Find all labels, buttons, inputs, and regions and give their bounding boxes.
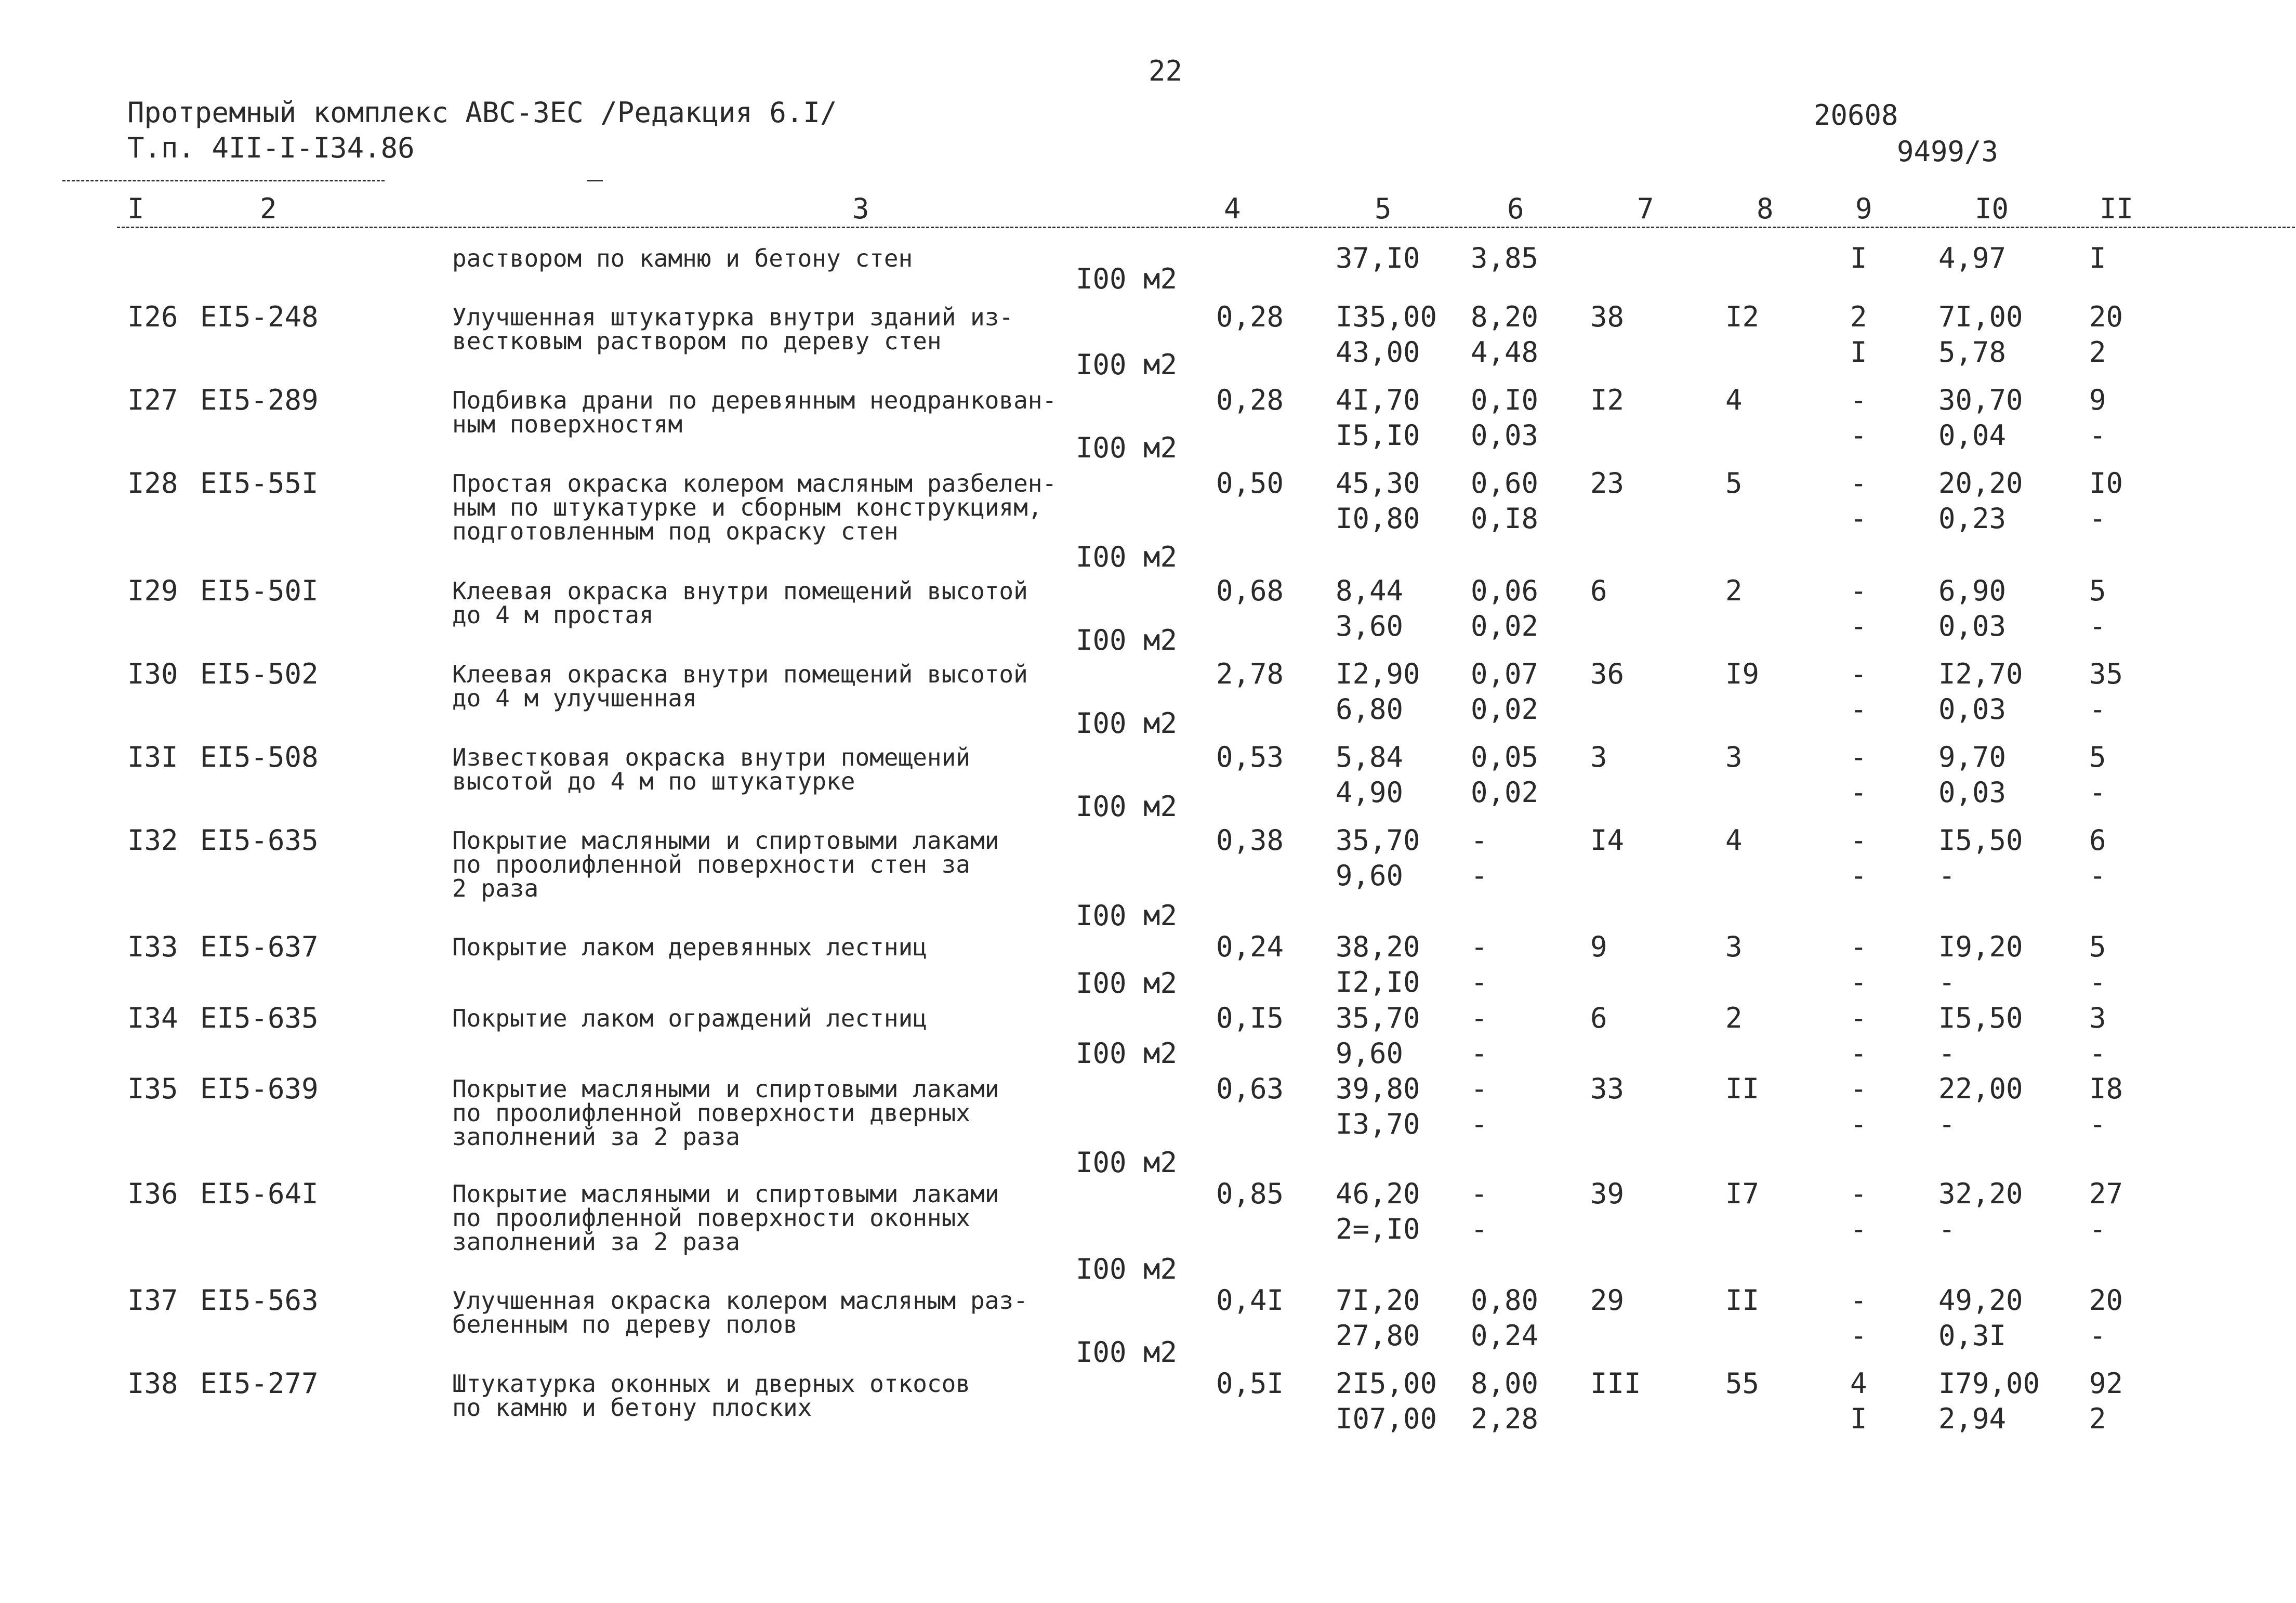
total-cell: 22,00	[1938, 1072, 2023, 1105]
total-cell: 0,3I	[1938, 1319, 2007, 1352]
total-cell: 4	[1725, 384, 1743, 416]
total-cell: I	[1850, 1402, 1867, 1435]
total-cell: 49,20	[1938, 1284, 2023, 1317]
total-cell: 2	[1725, 1002, 1743, 1034]
total-cell: I	[1850, 336, 1867, 369]
total-cell: -	[1850, 741, 1867, 773]
norm-code: EI5-50I	[200, 574, 319, 607]
total-cell: -	[2089, 1213, 2106, 1245]
work-description: Улучшенная окраска колером масляным раз-	[452, 1286, 1028, 1315]
unit-of-measure: I00 м2	[1076, 1037, 1178, 1070]
quantity-cell: 0,I5	[1216, 1002, 1284, 1034]
work-description: беленным по дереву полов	[452, 1310, 798, 1338]
unit-of-measure: I00 м2	[1076, 1336, 1178, 1369]
cost-cell: 35,70	[1336, 824, 1420, 857]
total-cell: -	[2089, 610, 2106, 642]
norm-code: EI5-639	[200, 1072, 319, 1105]
quantity-cell: 0,68	[1216, 574, 1284, 607]
total-cell: -	[1850, 1213, 1867, 1245]
quantity-cell: 0,50	[1216, 467, 1284, 500]
header-rule	[62, 180, 385, 181]
total-cell: 7I,00	[1938, 300, 2023, 333]
total-cell: -	[2089, 1108, 2106, 1140]
total-cell: III	[1590, 1367, 1641, 1400]
total-cell: 20,20	[1938, 467, 2023, 500]
work-description: до 4 м простая	[452, 601, 654, 629]
work-description: высотой до 4 м по штукатурке	[452, 767, 855, 795]
work-description: Покрытие масляными и спиртовыми лаками	[452, 1075, 999, 1103]
total-cell: 9,70	[1938, 741, 2007, 773]
quantity-cell: 0,24	[1216, 930, 1284, 963]
row-number: I32	[127, 824, 178, 857]
total-cell: 5,78	[1938, 336, 2007, 369]
total-cell: 6,90	[1938, 574, 2007, 607]
norm-code: EI5-637	[200, 930, 319, 963]
cost-cell: 0,02	[1471, 610, 1539, 642]
cost-cell: 0,05	[1471, 741, 1539, 773]
quantity-cell: 0,53	[1216, 741, 1284, 773]
cost-cell: 3,60	[1336, 610, 1404, 642]
total-cell: 55	[1725, 1367, 1760, 1400]
total-cell: -	[1850, 966, 1867, 998]
total-cell: 20	[2089, 1284, 2123, 1317]
total-cell: 3	[1590, 741, 1607, 773]
work-description: подготовленным под окраску стен	[452, 517, 899, 545]
column-header-6: 6	[1507, 192, 1524, 225]
row-number: I26	[127, 300, 178, 333]
total-cell: 30,70	[1938, 384, 2023, 416]
total-cell: II	[1725, 1072, 1760, 1105]
cost-cell: 4,90	[1336, 776, 1404, 809]
work-description: 2 раза	[452, 874, 539, 902]
cost-cell: 35,70	[1336, 1002, 1420, 1034]
cost-cell: 0,02	[1471, 776, 1539, 809]
work-description: по проолифленной поверхности стен за	[452, 850, 970, 878]
column-header-7: 7	[1637, 192, 1654, 225]
total-cell: 2	[1725, 574, 1743, 607]
cost-cell: 0,07	[1471, 658, 1539, 690]
total-cell: I79,00	[1938, 1367, 2040, 1400]
norm-code: EI5-289	[200, 384, 319, 416]
total-cell: 23	[1590, 467, 1625, 500]
total-cell: 4,97	[1938, 242, 2007, 274]
work-description: раствором по камню и бетону стен	[452, 244, 913, 272]
total-cell: 32,20	[1938, 1177, 2023, 1210]
cost-cell: 37,I0	[1336, 242, 1420, 274]
quantity-cell: 0,38	[1216, 824, 1284, 857]
header-rule-short	[587, 180, 603, 181]
quantity-cell: 0,85	[1216, 1177, 1284, 1210]
norm-code: EI5-248	[200, 300, 319, 333]
column-header-3: 3	[852, 192, 869, 225]
quantity-cell: 0,4I	[1216, 1284, 1284, 1317]
total-cell: 6	[2089, 824, 2106, 857]
total-cell: 2	[2089, 1402, 2106, 1435]
unit-of-measure: I00 м2	[1076, 1146, 1178, 1179]
total-cell: 5	[2089, 574, 2106, 607]
column-header-9: 9	[1855, 192, 1872, 225]
cost-cell: -	[1471, 824, 1488, 857]
norm-code: EI5-563	[200, 1284, 319, 1317]
unit-of-measure: I00 м2	[1076, 1253, 1178, 1285]
cost-cell: 43,00	[1336, 336, 1420, 369]
total-cell: -	[1850, 574, 1867, 607]
total-cell: -	[2089, 502, 2106, 535]
cost-cell: I07,00	[1336, 1402, 1437, 1435]
work-description: Клеевая окраска внутри помещений высотой	[452, 577, 1028, 605]
unit-of-measure: I00 м2	[1076, 899, 1178, 932]
total-cell: I7	[1725, 1177, 1760, 1210]
norm-code: EI5-55I	[200, 467, 319, 500]
total-cell: -	[1938, 1037, 1956, 1070]
cost-cell: I3,70	[1336, 1108, 1420, 1140]
total-cell: -	[1850, 467, 1867, 500]
document-reference: 9499/3	[1897, 135, 1999, 168]
total-cell: 0,23	[1938, 502, 2007, 535]
cost-cell: 7I,20	[1336, 1284, 1420, 1317]
total-cell: I2,70	[1938, 658, 2023, 690]
cost-cell: I35,00	[1336, 300, 1437, 333]
total-cell: II	[1725, 1284, 1760, 1317]
total-cell: 4	[1725, 824, 1743, 857]
total-cell: 2	[2089, 336, 2106, 369]
work-description: по проолифленной поверхности оконных	[452, 1204, 970, 1232]
total-cell: -	[1938, 1213, 1956, 1245]
unit-of-measure: I00 м2	[1076, 541, 1178, 573]
total-cell: 0,03	[1938, 776, 2007, 809]
norm-code: EI5-508	[200, 741, 319, 773]
cost-cell: 9,60	[1336, 1037, 1404, 1070]
cost-cell: I5,I0	[1336, 419, 1420, 452]
work-description: Клеевая окраска внутри помещений высотой	[452, 660, 1028, 688]
total-cell: -	[1938, 859, 1956, 892]
cost-cell: 0,02	[1471, 693, 1539, 726]
row-number: I34	[127, 1002, 178, 1034]
total-cell: -	[1850, 1002, 1867, 1034]
row-number: I33	[127, 930, 178, 963]
cost-cell: -	[1471, 1037, 1488, 1070]
unit-of-measure: I00 м2	[1076, 624, 1178, 656]
cost-cell: 38,20	[1336, 930, 1420, 963]
cost-cell: 45,30	[1336, 467, 1420, 500]
total-cell: 39	[1590, 1177, 1625, 1210]
total-cell: 38	[1590, 300, 1625, 333]
row-number: I30	[127, 658, 178, 690]
total-cell: I	[1850, 242, 1867, 274]
cost-cell: 0,06	[1471, 574, 1539, 607]
total-cell: -	[1850, 384, 1867, 416]
cost-cell: 8,44	[1336, 574, 1404, 607]
work-description: Улучшенная штукатурка внутри зданий из-	[452, 303, 1014, 331]
cost-cell: 9,60	[1336, 859, 1404, 892]
column-header-8: 8	[1757, 192, 1774, 225]
work-description: Простая окраска колером масляным разбелен-	[452, 469, 1057, 497]
cost-cell: 2=,I0	[1336, 1213, 1420, 1245]
total-cell: -	[2089, 966, 2106, 998]
work-description: по камню и бетону плоских	[452, 1394, 812, 1422]
cost-cell: 6,80	[1336, 693, 1404, 726]
cost-cell: -	[1471, 1002, 1488, 1034]
total-cell: I8	[2089, 1072, 2123, 1105]
column-header-5: 5	[1375, 192, 1392, 225]
column-header-1: I	[127, 192, 144, 225]
page-number: 22	[1149, 55, 1183, 87]
norm-code: EI5-64I	[200, 1177, 319, 1210]
work-description: Покрытие лаком деревянных лестниц	[452, 933, 927, 961]
total-cell: I5,50	[1938, 824, 2023, 857]
total-cell: 5	[2089, 930, 2106, 963]
total-cell: -	[1938, 966, 1956, 998]
column-header-4: 4	[1224, 192, 1241, 225]
project-code: Т.п. 4II-I-I34.86	[127, 132, 415, 164]
quantity-cell: 0,28	[1216, 384, 1284, 416]
total-cell: 27	[2089, 1177, 2123, 1210]
total-cell: -	[2089, 1319, 2106, 1352]
total-cell: -	[2089, 1037, 2106, 1070]
column-header-11: II	[2100, 192, 2134, 225]
column-header-rule	[117, 227, 2296, 228]
total-cell: -	[2089, 419, 2106, 452]
total-cell: -	[1850, 824, 1867, 857]
total-cell: 2,94	[1938, 1402, 2007, 1435]
cost-cell: 3,85	[1471, 242, 1539, 274]
program-title: Протремный комплекс АВС-3ЕС /Редакция 6.I/	[127, 96, 837, 129]
total-cell: 2	[1850, 300, 1867, 333]
norm-code: EI5-502	[200, 658, 319, 690]
work-description: вестковым раствором по дереву стен	[452, 327, 942, 355]
work-description: Покрытие масляными и спиртовыми лаками	[452, 826, 999, 855]
column-header-10: I0	[1975, 192, 2009, 225]
total-cell: I2	[1590, 384, 1625, 416]
row-number: I27	[127, 384, 178, 416]
total-cell: -	[1850, 1284, 1867, 1317]
total-cell: 5	[2089, 741, 2106, 773]
total-cell: 4	[1850, 1367, 1867, 1400]
total-cell: 3	[1725, 930, 1743, 963]
total-cell: 3	[2089, 1002, 2106, 1034]
total-cell: 0,03	[1938, 610, 2007, 642]
total-cell: I2	[1725, 300, 1760, 333]
cost-cell: -	[1471, 1072, 1488, 1105]
total-cell: -	[1850, 658, 1867, 690]
total-cell: I9	[1725, 658, 1760, 690]
total-cell: -	[1850, 610, 1867, 642]
total-cell: 5	[1725, 467, 1743, 500]
total-cell: I4	[1590, 824, 1625, 857]
cost-cell: 0,I8	[1471, 502, 1539, 535]
total-cell: 33	[1590, 1072, 1625, 1105]
total-cell: 6	[1590, 574, 1607, 607]
total-cell: I	[2089, 242, 2106, 274]
quantity-cell: 0,28	[1216, 300, 1284, 333]
cost-cell: 0,I0	[1471, 384, 1539, 416]
cost-cell: 2I5,00	[1336, 1367, 1437, 1400]
cost-cell: 27,80	[1336, 1319, 1420, 1352]
total-cell: -	[2089, 693, 2106, 726]
cost-cell: 0,03	[1471, 419, 1539, 452]
total-cell: I5,50	[1938, 1002, 2023, 1034]
quantity-cell: 0,63	[1216, 1072, 1284, 1105]
sheet-code: 20608	[1814, 99, 1898, 132]
total-cell: I9,20	[1938, 930, 2023, 963]
cost-cell: 39,80	[1336, 1072, 1420, 1105]
quantity-cell: 0,5I	[1216, 1367, 1284, 1400]
cost-cell: -	[1471, 1213, 1488, 1245]
cost-cell: 0,24	[1471, 1319, 1539, 1352]
total-cell: I0	[2089, 467, 2123, 500]
cost-cell: 0,80	[1471, 1284, 1539, 1317]
cost-cell: 2,28	[1471, 1402, 1539, 1435]
cost-cell: 46,20	[1336, 1177, 1420, 1210]
work-description: заполнений за 2 раза	[452, 1123, 740, 1151]
unit-of-measure: I00 м2	[1076, 348, 1178, 381]
cost-cell: 4I,70	[1336, 384, 1420, 416]
work-description: Штукатурка оконных и дверных откосов	[452, 1370, 970, 1398]
unit-of-measure: I00 м2	[1076, 967, 1178, 1000]
norm-code: EI5-635	[200, 1002, 319, 1034]
total-cell: 6	[1590, 1002, 1607, 1034]
unit-of-measure: I00 м2	[1076, 707, 1178, 740]
cost-cell: -	[1471, 859, 1488, 892]
total-cell: 0,04	[1938, 419, 2007, 452]
cost-cell: -	[1471, 930, 1488, 963]
work-description: Покрытие масляными и спиртовыми лаками	[452, 1180, 999, 1208]
total-cell: -	[1938, 1108, 1956, 1140]
cost-cell: 8,00	[1471, 1367, 1539, 1400]
unit-of-measure: I00 м2	[1076, 262, 1178, 295]
total-cell: 36	[1590, 658, 1625, 690]
total-cell: -	[1850, 1037, 1867, 1070]
total-cell: 9	[1590, 930, 1607, 963]
cost-cell: I2,I0	[1336, 966, 1420, 998]
row-number: I38	[127, 1367, 178, 1400]
work-description: Известковая окраска внутри помещений	[452, 743, 970, 771]
total-cell: -	[1850, 693, 1867, 726]
total-cell: -	[2089, 776, 2106, 809]
total-cell: 0,03	[1938, 693, 2007, 726]
total-cell: -	[1850, 419, 1867, 452]
work-description: по проолифленной поверхности дверных	[452, 1099, 970, 1127]
unit-of-measure: I00 м2	[1076, 790, 1178, 823]
cost-cell: 4,48	[1471, 336, 1539, 369]
total-cell: -	[1850, 1072, 1867, 1105]
row-number: I36	[127, 1177, 178, 1210]
total-cell: -	[1850, 1177, 1867, 1210]
total-cell: 9	[2089, 384, 2106, 416]
cost-cell: 5,84	[1336, 741, 1404, 773]
work-description: ным поверхностям	[452, 410, 683, 438]
cost-cell: -	[1471, 1108, 1488, 1140]
quantity-cell: 2,78	[1216, 658, 1284, 690]
total-cell: -	[1850, 1319, 1867, 1352]
total-cell: 20	[2089, 300, 2123, 333]
work-description: ным по штукатурке и сборным конструкциям,	[452, 493, 1043, 521]
work-description: Покрытие лаком ограждений лестниц	[452, 1004, 927, 1032]
total-cell: -	[1850, 502, 1867, 535]
row-number: I35	[127, 1072, 178, 1105]
work-description: Подбивка драни по деревянным неодранкован-	[452, 386, 1057, 414]
cost-cell: 8,20	[1471, 300, 1539, 333]
row-number: I28	[127, 467, 178, 500]
cost-cell: -	[1471, 966, 1488, 998]
total-cell: -	[1850, 859, 1867, 892]
norm-code: EI5-277	[200, 1367, 319, 1400]
total-cell: 92	[2089, 1367, 2123, 1400]
total-cell: 29	[1590, 1284, 1625, 1317]
work-description: заполнений за 2 раза	[452, 1228, 740, 1256]
total-cell: -	[1850, 930, 1867, 963]
column-header-2: 2	[260, 192, 277, 225]
total-cell: -	[1850, 1108, 1867, 1140]
total-cell: 3	[1725, 741, 1743, 773]
cost-cell: I2,90	[1336, 658, 1420, 690]
total-cell: -	[2089, 859, 2106, 892]
total-cell: -	[1850, 776, 1867, 809]
norm-code: EI5-635	[200, 824, 319, 857]
cost-cell: 0,60	[1471, 467, 1539, 500]
cost-cell: I0,80	[1336, 502, 1420, 535]
work-description: до 4 м улучшенная	[452, 684, 697, 712]
unit-of-measure: I00 м2	[1076, 431, 1178, 464]
total-cell: 35	[2089, 658, 2123, 690]
row-number: I29	[127, 574, 178, 607]
cost-cell: -	[1471, 1177, 1488, 1210]
row-number: I3I	[127, 741, 178, 773]
row-number: I37	[127, 1284, 178, 1317]
